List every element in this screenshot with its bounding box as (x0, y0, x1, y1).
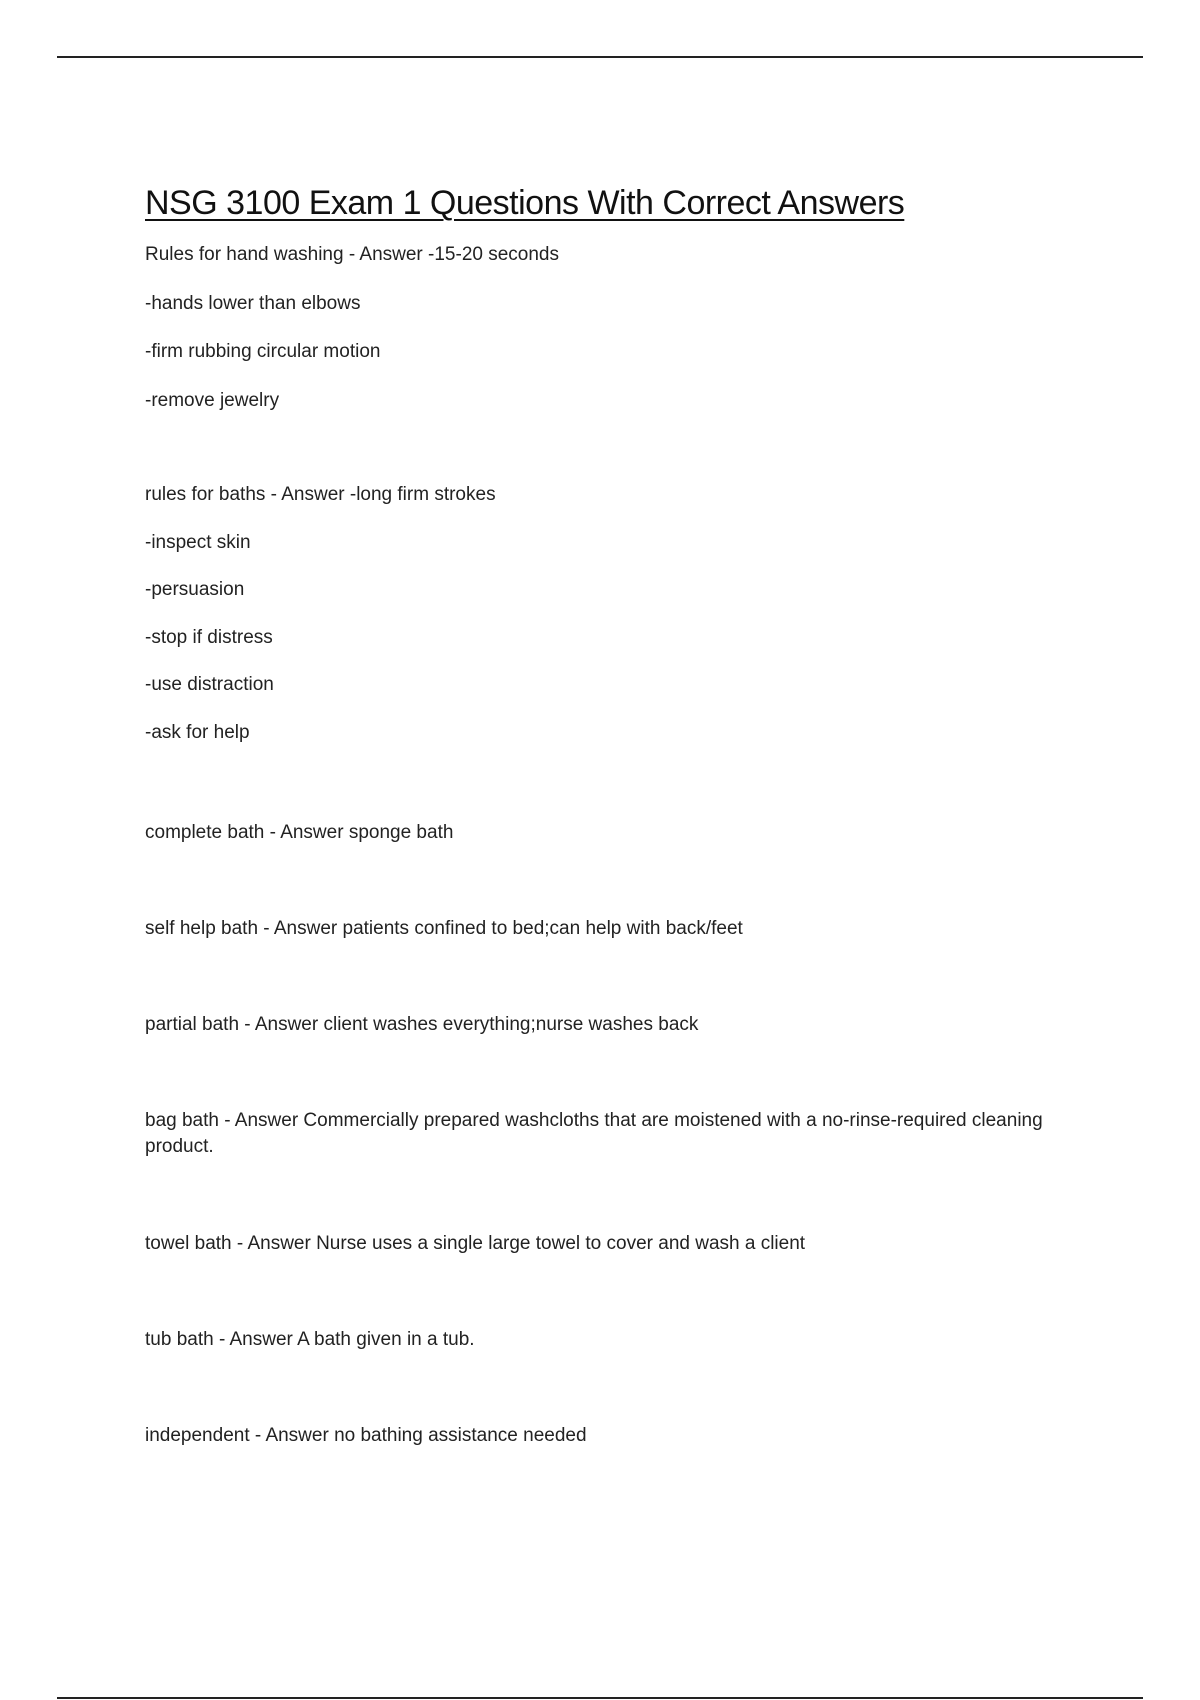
qa-line: -ask for help (145, 721, 250, 743)
qa-line: rules for baths - Answer -long firm strokes (145, 484, 496, 505)
document-title: NSG 3100 Exam 1 Questions With Correct Answers (145, 184, 905, 222)
qa-line: independent - Answer no bathing assistance needed (145, 1425, 587, 1446)
qa-entry-hand-washing (145, 242, 1045, 414)
qa-line: complete bath - Answer sponge bath (145, 822, 454, 843)
qa-entry-tub-bath (145, 1327, 1045, 1353)
qa-entry-independent (145, 1423, 1045, 1449)
qa-line: -firm rubbing circular motion (145, 341, 381, 362)
qa-line: -inspect skin (145, 531, 251, 553)
qa-entry-baths (145, 482, 1045, 746)
qa-line: Rules for hand washing - Answer -15-20 seconds (145, 244, 560, 265)
qa-entry-bag-bath (145, 1108, 1045, 1160)
footer-rule (57, 1697, 1143, 1699)
qa-line: self help bath - Answer patients confined to bed;can help with back/feet (145, 918, 743, 939)
qa-line: towel bath - Answer Nurse uses a single large towel to cover and wash a client (145, 1233, 806, 1254)
qa-entry-towel-bath (145, 1231, 1045, 1257)
header-rule (57, 56, 1143, 58)
qa-line: -persuasion (145, 579, 245, 600)
qa-line: tub bath - Answer A bath given in a tub. (145, 1329, 475, 1350)
qa-line: bag bath - Answer Commercially prepared washcloths that are moistened with a no-rinse-required cleaning product. (145, 1110, 1043, 1157)
qa-line: -use distraction (145, 674, 274, 695)
qa-line: partial bath - Answer client washes everything;nurse washes back (145, 1014, 699, 1035)
qa-entry-partial-bath (145, 1012, 1045, 1038)
qa-entry-complete-bath (145, 820, 1045, 846)
qa-line: -stop if distress (145, 626, 273, 648)
qa-entry-self-help-bath (145, 916, 1045, 942)
qa-line: -hands lower than elbows (145, 292, 361, 314)
document-body (145, 180, 1045, 1446)
qa-line: -remove jewelry (145, 389, 280, 411)
